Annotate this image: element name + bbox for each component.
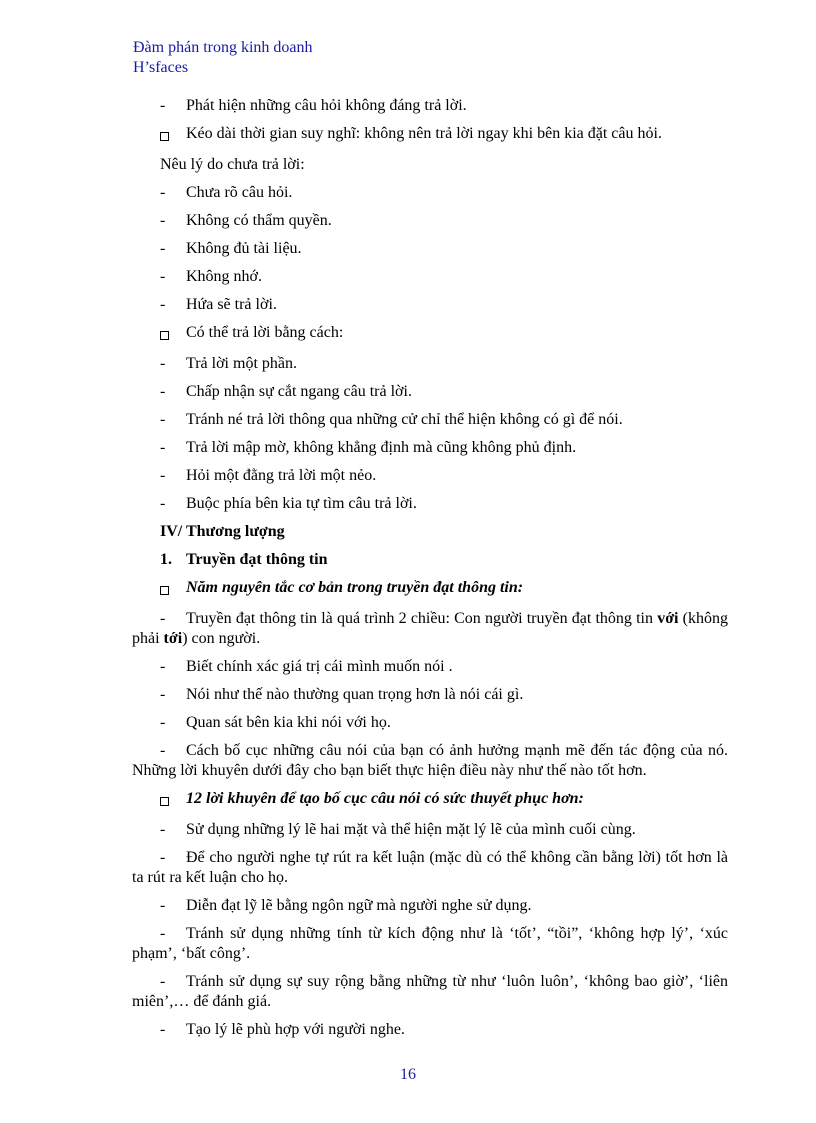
list-item: - Nói như thế nào thường quan trọng hơn là nói cái gì. [160, 686, 524, 703]
list-item: - Chấp nhận sự cắt ngang câu trả lời. [160, 383, 412, 400]
paragraph: - Để cho người nghe tự rút ra kết luận (mặc dù có thể không cần bằng lời) tốt hơn là ta rút ra kết luận cho họ. [132, 849, 728, 886]
list-item: - Sử dụng những lý lẽ hai mặt và thể hiện mặt lý lẽ của mình cuối cùng. [160, 821, 636, 838]
list-item: - Trả lời mập mờ, không khẳng định mà cũng không phủ định. [160, 439, 577, 456]
list-item: - Trả lời một phần. [160, 355, 297, 372]
square-bullet-icon [160, 586, 169, 595]
paragraph: - Cách bố cục những câu nói của bạn có ảnh hưởng mạnh mẽ đến tác động của nó. Những lời khuyên dưới đây cho bạn biết thực hiện điều này như thế nào tốt hơn. [132, 742, 728, 779]
page-content [132, 96, 728, 1048]
header-title: Đàm phán trong kinh doanh [133, 39, 313, 56]
subsection-heading: 1. Truyền đạt thông tin [160, 551, 328, 568]
list-item: - Tránh né trả lời thông qua những cử chỉ thể hiện không có gì để nói. [160, 411, 623, 428]
square-bullet-icon [160, 132, 169, 141]
paragraph: - Tránh sử dụng sự suy rộng bằng những từ như ‘luôn luôn’, ‘không bao giờ’, ‘liên miên’,… để đánh giá. [132, 973, 728, 1010]
paragraph: - Truyền đạt thông tin là quá trình 2 chiều: Con người truyền đạt thông tin với (không phải tới) con người. [132, 610, 729, 647]
list-item: - Buộc phía bên kia tự tìm câu trả lời. [160, 495, 417, 512]
list-item: - Không nhớ. [160, 268, 263, 285]
square-bullet-icon [160, 331, 169, 340]
list-item: - Hứa sẽ trả lời. [160, 296, 277, 313]
list-item: - Không có thẩm quyền. [160, 212, 332, 229]
list-item: - Tạo lý lẽ phù hợp với người nghe. [160, 1021, 405, 1038]
list-item: Có thể trả lời bằng cách: [132, 323, 728, 346]
page-number: 16 [400, 1066, 416, 1083]
list-item: - Diễn đạt lỹ lẽ bằng ngôn ngữ mà người nghe sử dụng. [160, 897, 532, 914]
list-item: 12 lời khuyên để tạo bố cục câu nói có sức thuyết phục hơn: [132, 789, 728, 812]
paragraph: - Tránh sử dụng những tính từ kích động như là ‘tốt’, “tồi”, ‘không hợp lý’, ‘xúc phạm’, ‘bất công’. [132, 925, 728, 962]
square-bullet-icon [160, 797, 169, 806]
list-item: - Phát hiện những câu hỏi không đáng trả lời. [160, 97, 467, 114]
list-item: - Biết chính xác giá trị cái mình muốn nói . [160, 658, 453, 675]
list-item: Kéo dài thời gian suy nghĩ: không nên trả lời ngay khi bên kia đặt câu hỏi. [132, 124, 728, 147]
document-header [133, 38, 313, 78]
paragraph: Nêu lý do chưa trả lời: [160, 156, 305, 173]
list-item: Năm nguyên tắc cơ bản trong truyền đạt thông tin: [132, 578, 728, 601]
list-item: - Không đủ tài liệu. [160, 240, 302, 257]
list-item: - Quan sát bên kia khi nói với họ. [160, 714, 391, 731]
header-author: H’sfaces [133, 59, 189, 76]
list-item: - Chưa rõ câu hỏi. [160, 184, 293, 201]
section-heading: IV/ Thương lượng [160, 523, 285, 540]
list-item: - Hỏi một đằng trả lời một nẻo. [160, 467, 377, 484]
